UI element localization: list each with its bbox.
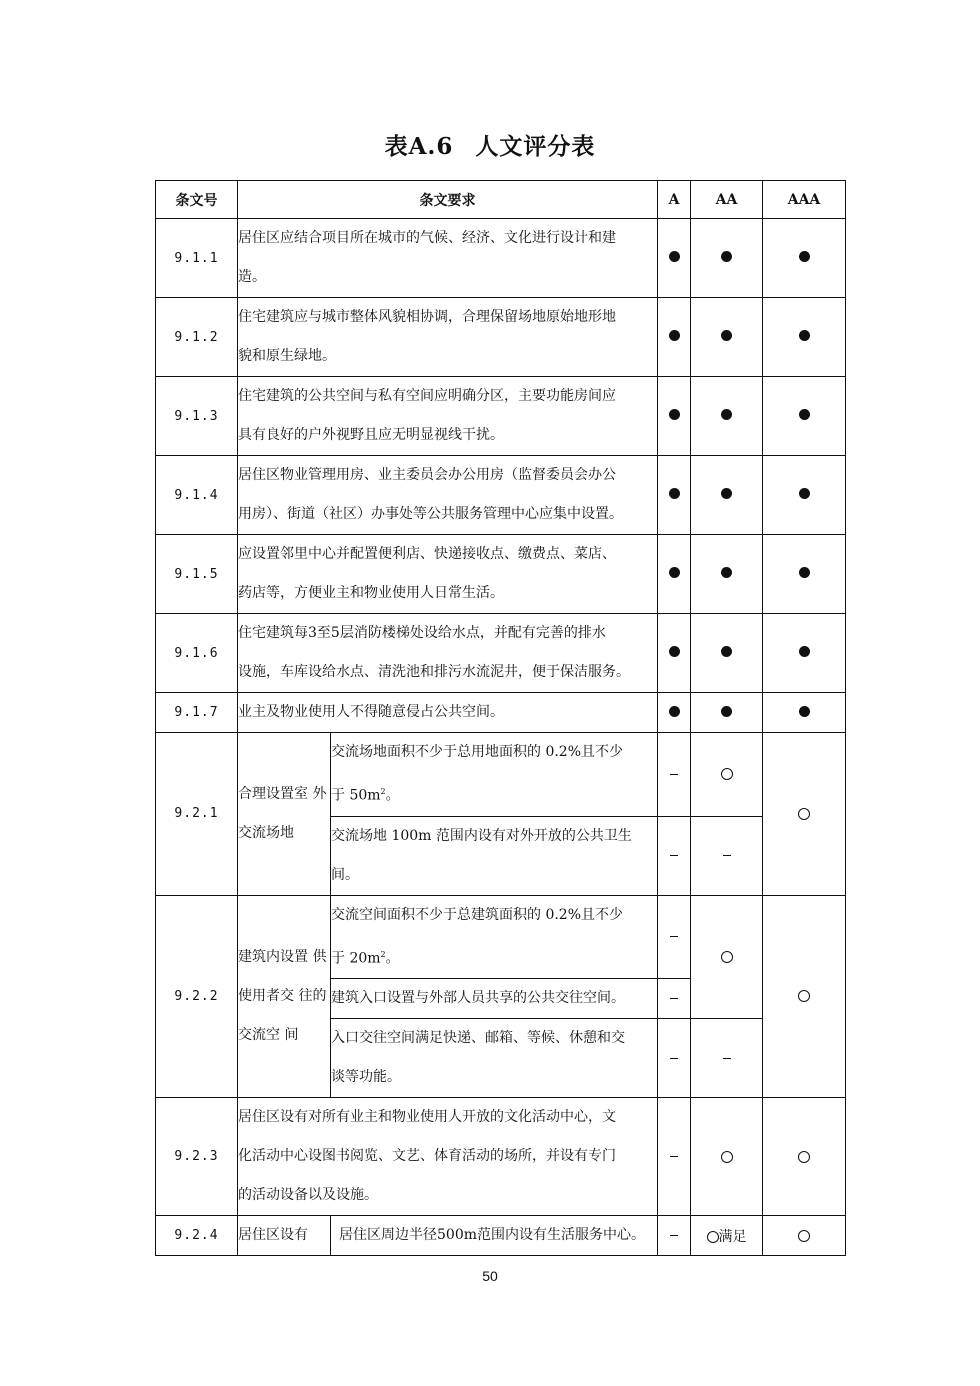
filled-dot-icon	[799, 706, 810, 717]
header-code: 条文号	[156, 181, 238, 219]
circle-icon	[798, 808, 810, 820]
page-number: 50	[482, 1268, 498, 1284]
table-number: 表A.6	[384, 133, 454, 160]
sub-requirement: 入口交往空间满足快递、邮箱、等候、休憩和交 谈等功能。	[331, 1019, 658, 1098]
filled-dot-icon	[721, 251, 732, 262]
table-row	[156, 693, 846, 733]
row-code: 9.2.2	[156, 895, 238, 1098]
simple-rows	[156, 219, 846, 733]
circle-icon	[721, 951, 733, 963]
row-code: 9.2.1	[156, 733, 238, 896]
row-group-label: 建筑内设置 供使用者交 往的交流空 间	[238, 895, 331, 1098]
mark-aa	[691, 456, 763, 535]
mark-aa	[691, 1216, 763, 1256]
row-code: 9.1.3	[156, 377, 238, 456]
filled-dot-icon	[669, 706, 680, 717]
row-group-label: 合理设置室 外交流场地	[238, 733, 331, 896]
circle-icon	[721, 1151, 733, 1163]
mark-a	[658, 1098, 691, 1216]
row-requirement: 居住区物业管理用房、业主委员会办公用房（监督委员会办公 用房）、街道（社区）办事处等公共服务管理中心应集中设置。	[238, 456, 658, 535]
filled-dot-icon	[721, 646, 732, 657]
dash-icon	[670, 774, 678, 775]
row-code: 9.1.1	[156, 219, 238, 298]
filled-dot-icon	[669, 409, 680, 420]
filled-dot-icon	[721, 330, 732, 341]
filled-dot-icon	[799, 488, 810, 499]
mark-aaa	[763, 895, 846, 1098]
mark-aa	[691, 298, 763, 377]
mark-aaa	[763, 456, 846, 535]
filled-dot-icon	[669, 567, 680, 578]
row-requirement: 住宅建筑应与城市整体风貌相协调，合理保留场地原始地形地 貌和原生绿地。	[238, 298, 658, 377]
table-row	[156, 1098, 846, 1216]
table-row	[156, 535, 846, 614]
row-code: 9.2.4	[156, 1216, 238, 1256]
circle-icon	[798, 990, 810, 1002]
filled-dot-icon	[799, 567, 810, 578]
mark-aaa	[763, 377, 846, 456]
table-row	[156, 219, 846, 298]
mark-a	[658, 733, 691, 817]
mark-aa	[691, 614, 763, 693]
mark-aaa	[763, 693, 846, 733]
mark-a	[658, 535, 691, 614]
sub-requirement: 交流场地 100m 范围内设有对外开放的公共卫生 间。	[331, 816, 658, 895]
row-code: 9.1.6	[156, 614, 238, 693]
mark-a	[658, 298, 691, 377]
table-row	[156, 733, 846, 817]
dash-icon	[670, 1235, 678, 1236]
mark-a	[658, 979, 691, 1019]
filled-dot-icon	[799, 409, 810, 420]
mark-aaa	[763, 298, 846, 377]
circle-icon	[721, 768, 733, 780]
row-code: 9.1.4	[156, 456, 238, 535]
mark-aaa	[763, 733, 846, 896]
mark-a	[658, 219, 691, 298]
table-row	[156, 456, 846, 535]
dash-icon	[723, 855, 731, 856]
row-group-label: 居住区设有	[238, 1216, 331, 1256]
table-row	[156, 614, 846, 693]
table-title	[0, 128, 980, 161]
header-a: A	[658, 181, 691, 219]
filled-dot-icon	[799, 646, 810, 657]
mark-aa	[691, 535, 763, 614]
mark-aa	[691, 1098, 763, 1216]
dash-icon	[670, 998, 678, 999]
mark-a	[658, 693, 691, 733]
filled-dot-icon	[669, 251, 680, 262]
table-row	[156, 895, 846, 979]
dash-icon	[670, 855, 678, 856]
sub-requirement: 居住区周边半径500m范围内设有生活服务中心。	[331, 1216, 658, 1256]
circle-icon	[707, 1231, 719, 1243]
mark-aa	[691, 693, 763, 733]
circle-icon	[798, 1151, 810, 1163]
dash-icon	[670, 1156, 678, 1157]
header-aa: AA	[691, 181, 763, 219]
row-code: 9.1.2	[156, 298, 238, 377]
mark-aaa	[763, 1216, 846, 1256]
aa-note: 满足	[718, 1228, 747, 1245]
filled-dot-icon	[721, 567, 732, 578]
mark-aaa	[763, 1098, 846, 1216]
filled-dot-icon	[721, 409, 732, 420]
filled-dot-icon	[721, 706, 732, 717]
table-row	[156, 1216, 846, 1256]
sub-requirement: 交流场地面积不少于总用地面积的 0.2%且不少 于 $50m^2$。	[331, 733, 658, 817]
row-code: 9.2.3	[156, 1098, 238, 1216]
row-requirement: 住宅建筑的公共空间与私有空间应明确分区，主要功能房间应 具有良好的户外视野且应无明显视线干扰。	[238, 377, 658, 456]
header-requirement: 条文要求	[238, 181, 658, 219]
row-requirement: 居住区应结合项目所在城市的气候、经济、文化进行设计和建 造。	[238, 219, 658, 298]
mark-aa	[691, 219, 763, 298]
sub-requirement: 交流空间面积不少于总建筑面积的 0.2%且不少 于 $20m^2$。	[331, 895, 658, 979]
table-name: 人文评分表	[475, 133, 596, 160]
filled-dot-icon	[669, 330, 680, 341]
row-requirement: 住宅建筑每3至5层消防楼梯处设给水点，并配有完善的排水 设施，车库设给水点、清洗池和排污水流泥井，便于保洁服务。	[238, 614, 658, 693]
dash-icon	[670, 936, 678, 937]
mark-aa	[691, 895, 763, 1019]
filled-dot-icon	[721, 488, 732, 499]
row-code: 9.1.5	[156, 535, 238, 614]
row-code: 9.1.7	[156, 693, 238, 733]
dash-icon	[723, 1058, 731, 1059]
table-row	[156, 298, 846, 377]
rating-table	[155, 180, 846, 1256]
table-row	[156, 377, 846, 456]
sub-requirement: 建筑入口设置与外部人员共享的公共交往空间。	[331, 979, 658, 1019]
mark-aaa	[763, 535, 846, 614]
row-requirement: 业主及物业使用人不得随意侵占公共空间。	[238, 693, 658, 733]
mark-a	[658, 1216, 691, 1256]
mark-a	[658, 614, 691, 693]
header-row	[156, 181, 846, 219]
filled-dot-icon	[669, 646, 680, 657]
mark-a	[658, 377, 691, 456]
mark-aa	[691, 1019, 763, 1098]
mark-aaa	[763, 614, 846, 693]
mark-a	[658, 456, 691, 535]
mark-a	[658, 895, 691, 979]
header-aaa: AAA	[763, 181, 846, 219]
filled-dot-icon	[799, 251, 810, 262]
dash-icon	[670, 1058, 678, 1059]
circle-icon	[798, 1230, 810, 1242]
mark-aa	[691, 816, 763, 895]
mark-aa	[691, 377, 763, 456]
row-requirement: 应设置邻里中心并配置便利店、快递接收点、缴费点、菜店、 药店等，方便业主和物业使用人日常生活。	[238, 535, 658, 614]
mark-aa	[691, 733, 763, 817]
filled-dot-icon	[799, 330, 810, 341]
mark-a	[658, 1019, 691, 1098]
row-requirement: 居住区设有对所有业主和物业使用人开放的文化活动中心，文 化活动中心设图书阅览、文艺、体育活动的场所，并设有专门 的活动设备以及设施。	[238, 1098, 658, 1216]
mark-aaa	[763, 219, 846, 298]
mark-a	[658, 816, 691, 895]
filled-dot-icon	[669, 488, 680, 499]
